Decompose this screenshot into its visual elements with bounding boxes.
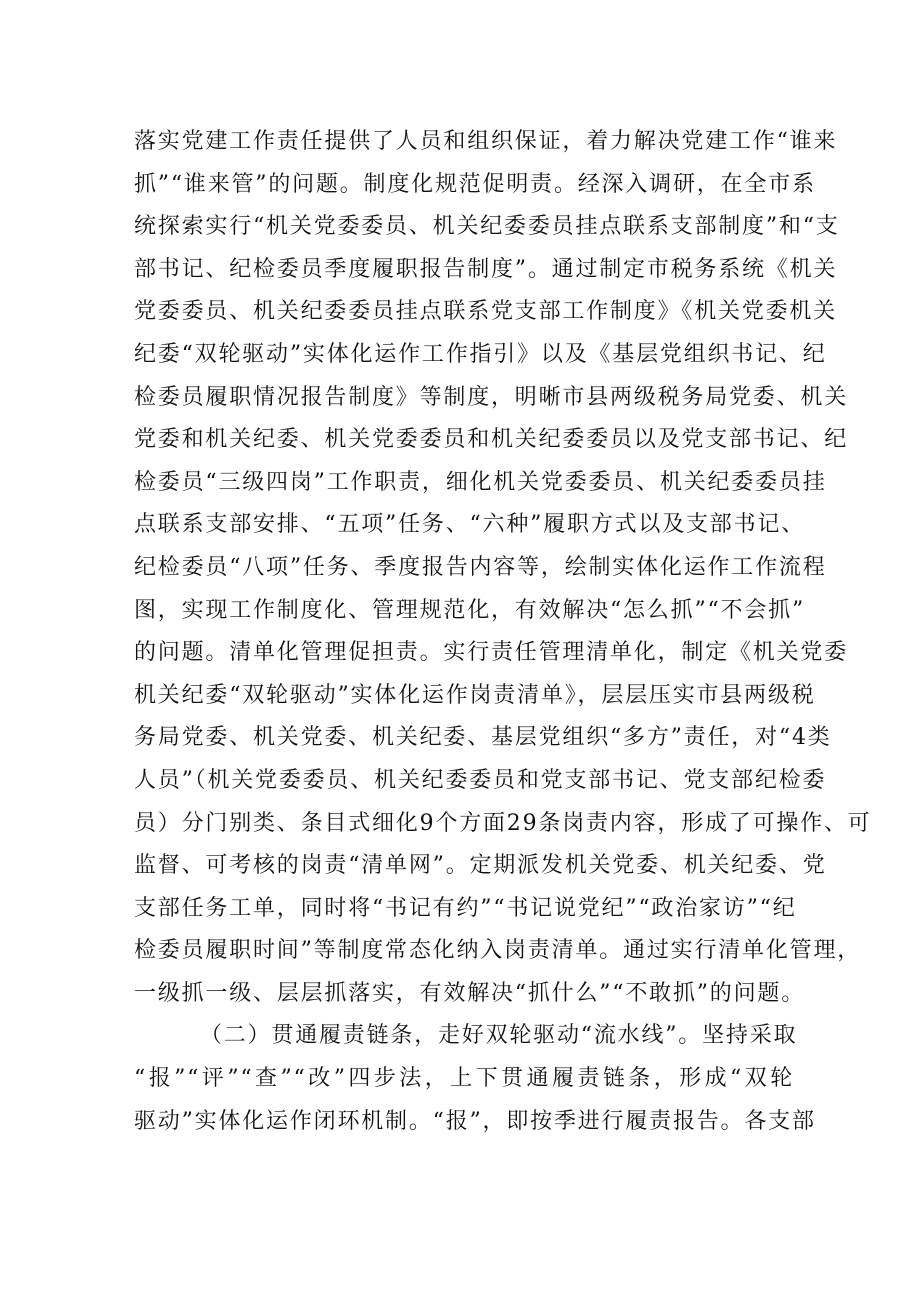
- body-text: [134, 121, 872, 1143]
- text-line: 务局党委、机关党委、机关纪委、基层党组织“多方”责任，对“4类: [134, 725, 832, 751]
- text-line: 检委员履职时间”等制度常态化纳入岗责清单。通过实行清单化管理，: [134, 938, 862, 964]
- text-line: 员）分门别类、条目式细化9个方面29条岗责内容，形成了可操作、可: [134, 810, 872, 836]
- text-line: 纪检委员“八项”任务、季度报告内容等，绘制实体化运作工作流程: [134, 554, 827, 580]
- text-line: 机关纪委“双轮驱动”实体化运作岗责清单》，层层压实市县两级税: [134, 682, 816, 708]
- text-line: 检委员履职情况报告制度》等制度，明晰市县两级税务局党委、机关: [134, 384, 849, 410]
- text-line: “报”“评”“查”“改”四步法，上下贯通履责链条，形成“双轮: [134, 1066, 794, 1092]
- text-line: 的问题。清单化管理促担责。实行责任管理清单化，制定《机关党委: [134, 640, 849, 666]
- text-line: 点联系支部安排、“五项”任务、“六种”履职方式以及支部书记、: [134, 512, 805, 538]
- text-line: 抓”“谁来管”的问题。制度化规范促明责。经深入调研，在全市系: [134, 171, 816, 197]
- text-line: 统探索实行“机关党委委员、机关纪委委员挂点联系支部制度”和“支: [134, 214, 840, 240]
- text-line: 支部任务工单，同时将“书记有约”“书记说党纪”“政治家访”“纪: [134, 895, 797, 921]
- text-line: 部书记、纪检委员季度履职报告制度”。通过制定市税务系统《机关: [134, 256, 838, 282]
- text-line: 图，实现工作制度化、管理规范化，有效解决“怎么抓”“不会抓”: [134, 597, 805, 623]
- text-line: 检委员“三级四岗”工作职责，细化机关党委委员、机关纪委委员挂: [134, 469, 827, 495]
- text-line: 党委和机关纪委、机关党委委员和机关纪委委员以及党支部书记、纪: [134, 427, 849, 453]
- text-line: 监督、可考核的岗责“清单网”。定期派发机关党委、机关纪委、党: [134, 853, 827, 879]
- text-line: 党委委员、机关纪委委员挂点联系党支部工作制度》《机关党委机关: [134, 299, 838, 325]
- text-line: 一级抓一级、层层抓落实，有效解决“抓什么”“不敢抓”的问题。: [134, 980, 805, 1006]
- text-line: 驱动”实体化运作闭环机制。“报”，即按季进行履责报告。各支部: [134, 1108, 816, 1134]
- section-heading-line: （二）贯通履责链条，走好双轮驱动“流水线”。坚持采取: [200, 1023, 798, 1049]
- text-line: 落实党建工作责任提供了人员和组织保证，着力解决党建工作“谁来: [134, 129, 838, 154]
- text-line: 纪委“双轮驱动”实体化运作工作指引》以及《基层党组织书记、纪: [134, 341, 827, 367]
- text-line: 人员”（机关党委委员、机关纪委委员和党支部书记、党支部纪检委: [134, 767, 827, 793]
